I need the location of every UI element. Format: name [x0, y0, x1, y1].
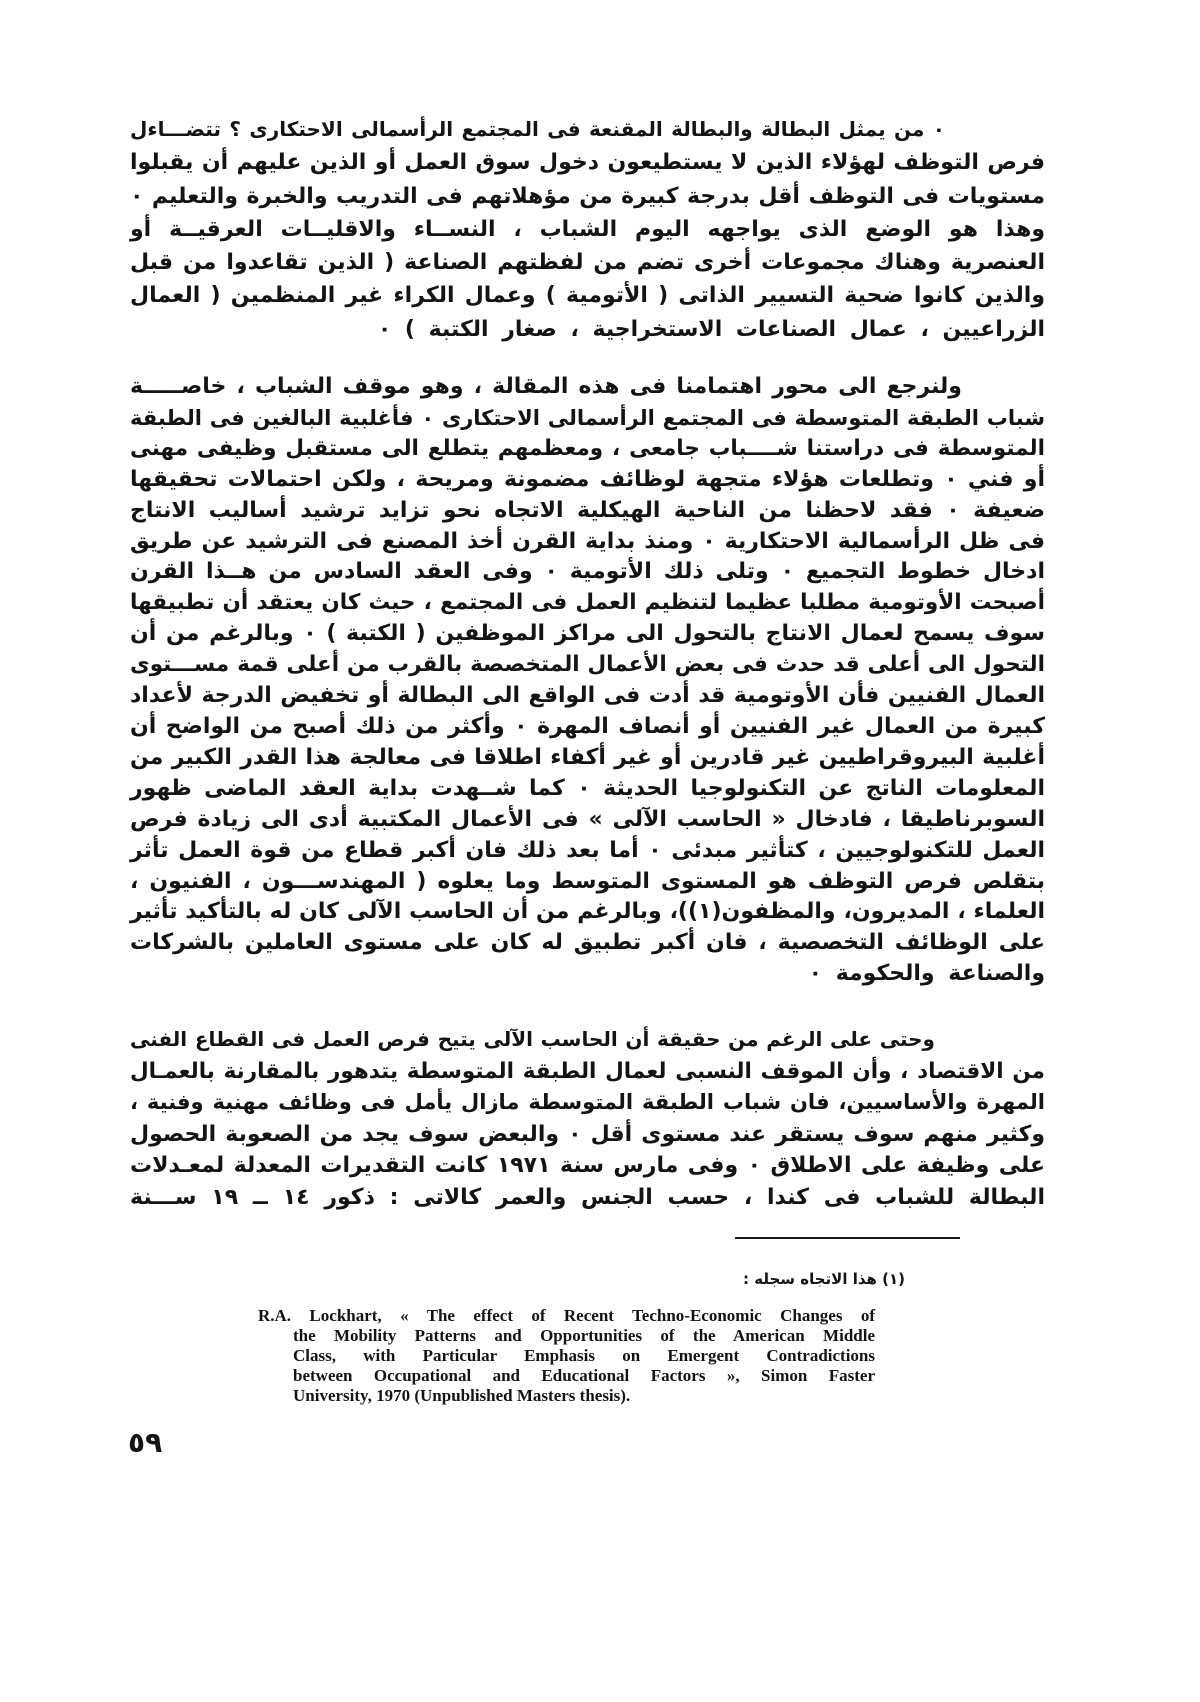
text-line: ادخال خطوط التجميع ٠ وتلى ذلك الأتومية ٠ وفى العقد السادس من هــذا القرن — [130, 559, 1045, 585]
text-line: ٠ من يمثل البطالة والبطالة المقنعة فى المجتمع الرأسمالى الاحتكارى ؟ تتضـــاءل — [130, 117, 945, 141]
text-line: أصبحت الأوتومية مطلبا عظيما لتنظيم العمل فى المجتمع ، حيث كان يعتقد أن تطبيقها — [130, 590, 1045, 616]
text-line: العمل للتكنولوجيين ، كتأثير مبدئى ٠ أما بعد ذلك فان أكبر قطاع من قوة العمل تأثر — [130, 837, 1045, 863]
text-line: وهذا هو الوضع الذى يواجهه اليوم الشباب ، النســاء والاقليــات العرقيــة أو — [130, 216, 1045, 242]
reference-line: Class, with Particular Emphasis on Emergent Contradictions — [293, 1346, 875, 1365]
text-line: الزراعيين ، عمال الصناعات الاستخراجية ، صغار الكتبة ) ٠ — [377, 316, 1045, 342]
page-number: ٥٩ — [128, 1426, 163, 1459]
text-line: العلماء ، المديرون، والمظفون(١))، وبالرغم من أن الحاسب الآلى كان له بالتأكيد تأثير — [130, 899, 1046, 925]
footnote-divider — [735, 1237, 960, 1239]
text-line: البطالة للشباب فى كندا ، حسب الجنس والعمر كالاتى : ذكور ١٤ ــ ١٩ ســـنة — [130, 1184, 1045, 1210]
text-line: شباب الطبقة المتوسطة فى المجتمع الرأسمالى الاحتكارى ٠ فأغلبية البالغين فى الطبقة — [130, 405, 1045, 430]
footnote-reference — [258, 1306, 875, 1406]
text-line: المتوسطة فى دراستنا شــــباب جامعى ، ومعظمهم يتطلع الى مستقبل وظيفى مهنى — [130, 435, 1045, 461]
text-line: فرص التوظف لهؤلاء الذين لا يستطيعون دخول سوق العمل أو الذين عليهم أن يقبلوا — [130, 150, 1045, 176]
text-line: على الوظائف التخصصية ، فان أكبر تطبيق له كان على مستوى العاملين بالشركات — [130, 930, 1045, 956]
text-line: المهرة والأساسيين، فان شباب الطبقة المتوسطة مازال يأمل فى وظائف مهنية وفنية ، — [130, 1090, 1045, 1115]
reference-line: R.A. Lockhart, « The effect of Recent Techno-Economic Changes of — [258, 1306, 875, 1325]
paragraph-2 — [130, 372, 1045, 990]
footnote-marker: (١) هذا الاتجاه سجله : — [743, 1270, 905, 1288]
text-line: ولنرجع الى محور اهتمامنا فى هذه المقالة ، وهو موقف الشباب ، خاصـــــة — [130, 374, 962, 399]
paragraph-1 — [130, 113, 1045, 346]
text-line: وحتى على الرغم من حقيقة أن الحاسب الآلى يتيح فرص العمل فى القطاع الفنى — [130, 1027, 935, 1051]
reference-line: University, 1970 (Unpublished Masters thesis). — [293, 1386, 631, 1405]
text-line: سوف يسمح لعمال الانتاج بالتحول الى مراكز الموظفين ( الكتبة ) ٠ وبالرغم من أن — [130, 621, 1045, 647]
text-line: ضعيفة ٠ فقد لاحظنا من الناحية الهيكلية الاتجاه نحو تزايد ترشيد أساليب الانتاج — [130, 497, 1045, 523]
text-line: والذين كانوا ضحية التسيير الذاتى ( الأتومية ) وعمال الكراء غير المنظمين ( العمال — [130, 283, 1045, 309]
text-line: بتقلص فرص التوظف هو المستوى المتوسط وما يعلوه ( المهندســـون ، الفنيون ، — [130, 868, 1045, 894]
text-line: أو فني ٠ وتطلعات هؤلاء متجهة لوظائف مضمونة ومريحة ، ولكن احتمالات تحقيقها — [130, 466, 1045, 492]
text-line: التحول الى أعلى قد حدث فى بعض الأعمال المتخصصة بالقرب من أعلى قمة مســـتوى — [130, 652, 1045, 678]
text-line: المعلومات الناتج عن التكنولوجيا الحديثة ٠ كما شــهدت بداية العقد الماضى ظهور — [130, 775, 1045, 801]
text-line: العنصرية وهناك مجموعات أخرى تضم من لفظتهم الصناعة ( الذين تقاعدوا من قبل — [130, 250, 1045, 276]
text-line: مستويات فى التوظف أقل بدرجة كبيرة من مؤهلاتهم فى التدريب والخبرة والتعليم ٠ — [130, 183, 1045, 209]
text-line: العمال الفنيين فأن الأوتومية قد أدت فى الواقع الى البطالة أو تخفيض الدرجة لأعداد — [130, 683, 1045, 709]
text-line: كبيرة من العمال غير الفنيين أو أنصاف المهرة ٠ وأكثر من ذلك أصبح من الواضح أن — [130, 713, 1045, 739]
text-line: من الاقتصاد ، وأن الموقف النسبى لعمال الطبقة المتوسطة يتدهور بالمقارنة بالعمـال — [130, 1058, 1045, 1084]
text-line: والصناعة والحكومة ٠ — [808, 961, 1045, 987]
reference-line: the Mobility Patterns and Opportunities of the American Middle — [293, 1326, 875, 1345]
text-line: وكثير منهم سوف يستقر عند مستوى أقل ٠ والبعض سوف يجد من الصعوبة الحصول — [130, 1121, 1045, 1147]
reference-line: between Occupational and Educational Factors », Simon Faster — [293, 1366, 875, 1385]
text-line: فى ظل الرأسمالية الاحتكارية ٠ ومنذ بداية القرن أخذ المصنع فى الترشيد عن طريق — [130, 528, 1045, 554]
paragraph-3 — [130, 1024, 1045, 1214]
text-line: السوبرناطيقا ، فادخال « الحاسب الآلى » فى الأعمال المكتبية أدى الى زيادة فرص — [130, 806, 1045, 832]
text-line: على وظيفة على الاطلاق ٠ وفى مارس سنة ١٩٧١ كانت التقديرات المعدلة لمعـدلات — [130, 1153, 1045, 1179]
text-line: أغلبية البيروقراطيين غير قادرين أو غير أكفاء اطلاقا فى معالجة هذا القدر الكبير من — [130, 744, 1045, 770]
